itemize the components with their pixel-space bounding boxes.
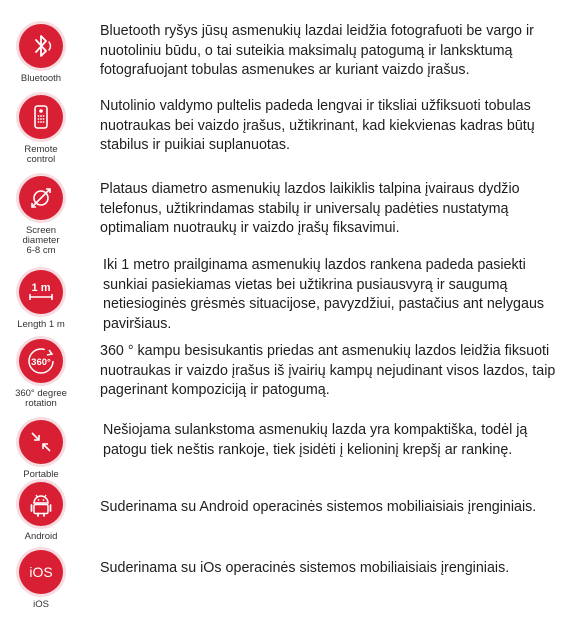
ios-icon	[19, 550, 63, 594]
feature-icon-column	[0, 339, 82, 409]
feature-description: Nutolinio valdymo pultelis padeda lengvai ir tiksliai užfiksuoti tobulas nuotraukas bei vaizdo įrašus, užtikrinant, kad kiekvienas kadras būtų stabilus ir puikiai suplanuotas.	[100, 98, 535, 153]
collapse-arrows-icon	[19, 420, 63, 464]
feature-icon-column	[0, 176, 82, 256]
feature-label: Portable	[23, 469, 59, 480]
remote-control-icon	[19, 95, 63, 139]
feature-description: Suderinama su iOs operacinės sistemos mobiliaisiais įrenginiais.	[100, 560, 510, 576]
feature-icon-column	[0, 482, 82, 542]
rotation-icon	[19, 339, 63, 383]
rotation-icon-text: 360°	[31, 357, 51, 368]
feature-icon-column	[0, 420, 82, 480]
diameter-icon	[19, 176, 63, 220]
feature-description: Iki 1 metro prailginama asmenukių lazdos rankena padeda pasiekti sunkiai pasiekiamas vietas bei užtikrina pusiausvyrą ir saugumą netiesioginės grėsmės situacijose, pavyzdžiui, pastačius ant nelygaus paviršiaus.	[103, 257, 545, 332]
android-icon	[19, 482, 63, 526]
bluetooth-icon	[19, 24, 63, 68]
feature-description: Nešiojama sulankstoma asmenukių lazda yra kompaktiška, todėl ją patogu tiek neštis rankoje, tiek įsidėti į kelioninį krepšį ar rankinę.	[103, 422, 528, 458]
feature-label: 360° degree rotation	[15, 388, 67, 409]
feature-icon-column	[0, 270, 82, 330]
feature-description: Bluetooth ryšys jūsų asmenukių lazdai leidžia fotografuoti be vargo ir nuotoliniu būdu, o tai suteikia maksimalų patogumą ir lanksktumą fotografuojant tobulas asmenukes ar kuriant vaizdo įrašus.	[100, 23, 534, 78]
feature-label: Android	[24, 531, 58, 542]
ios-icon-text: iOS	[29, 564, 53, 580]
feature-icon-column	[0, 95, 82, 165]
feature-label: Screen diameter 6-8 cm	[22, 225, 60, 256]
feature-icon-column	[0, 24, 82, 84]
length-icon-text: 1 m	[31, 282, 51, 294]
length-icon	[19, 270, 63, 314]
feature-icon-column	[0, 550, 82, 610]
feature-label: iOS	[33, 599, 49, 610]
feature-description: Suderinama su Android operacinės sistemos mobiliaisiais įrenginiais.	[100, 499, 537, 515]
feature-description: 360 ° kampu besisukantis priedas ant asmenukių lazdos leidžia fiksuoti nuotraukas ir vaizdo įrašus iš įvairių kampų nejudinant visos lazdos, taip pagerinant kompoziciją ir patogumą.	[100, 343, 556, 398]
feature-label: Length 1 m	[17, 319, 65, 330]
feature-description: Plataus diametro asmenukių lazdos laikiklis talpina įvairaus dydžio telefonus, užtikrindamas stabilų ir universalų padėties nustatymą optimaliam nuotraukų ir vaizdo įrašų fiksavimui.	[100, 181, 520, 236]
feature-label: Remote control	[24, 144, 58, 165]
feature-label: Bluetooth	[20, 73, 62, 84]
